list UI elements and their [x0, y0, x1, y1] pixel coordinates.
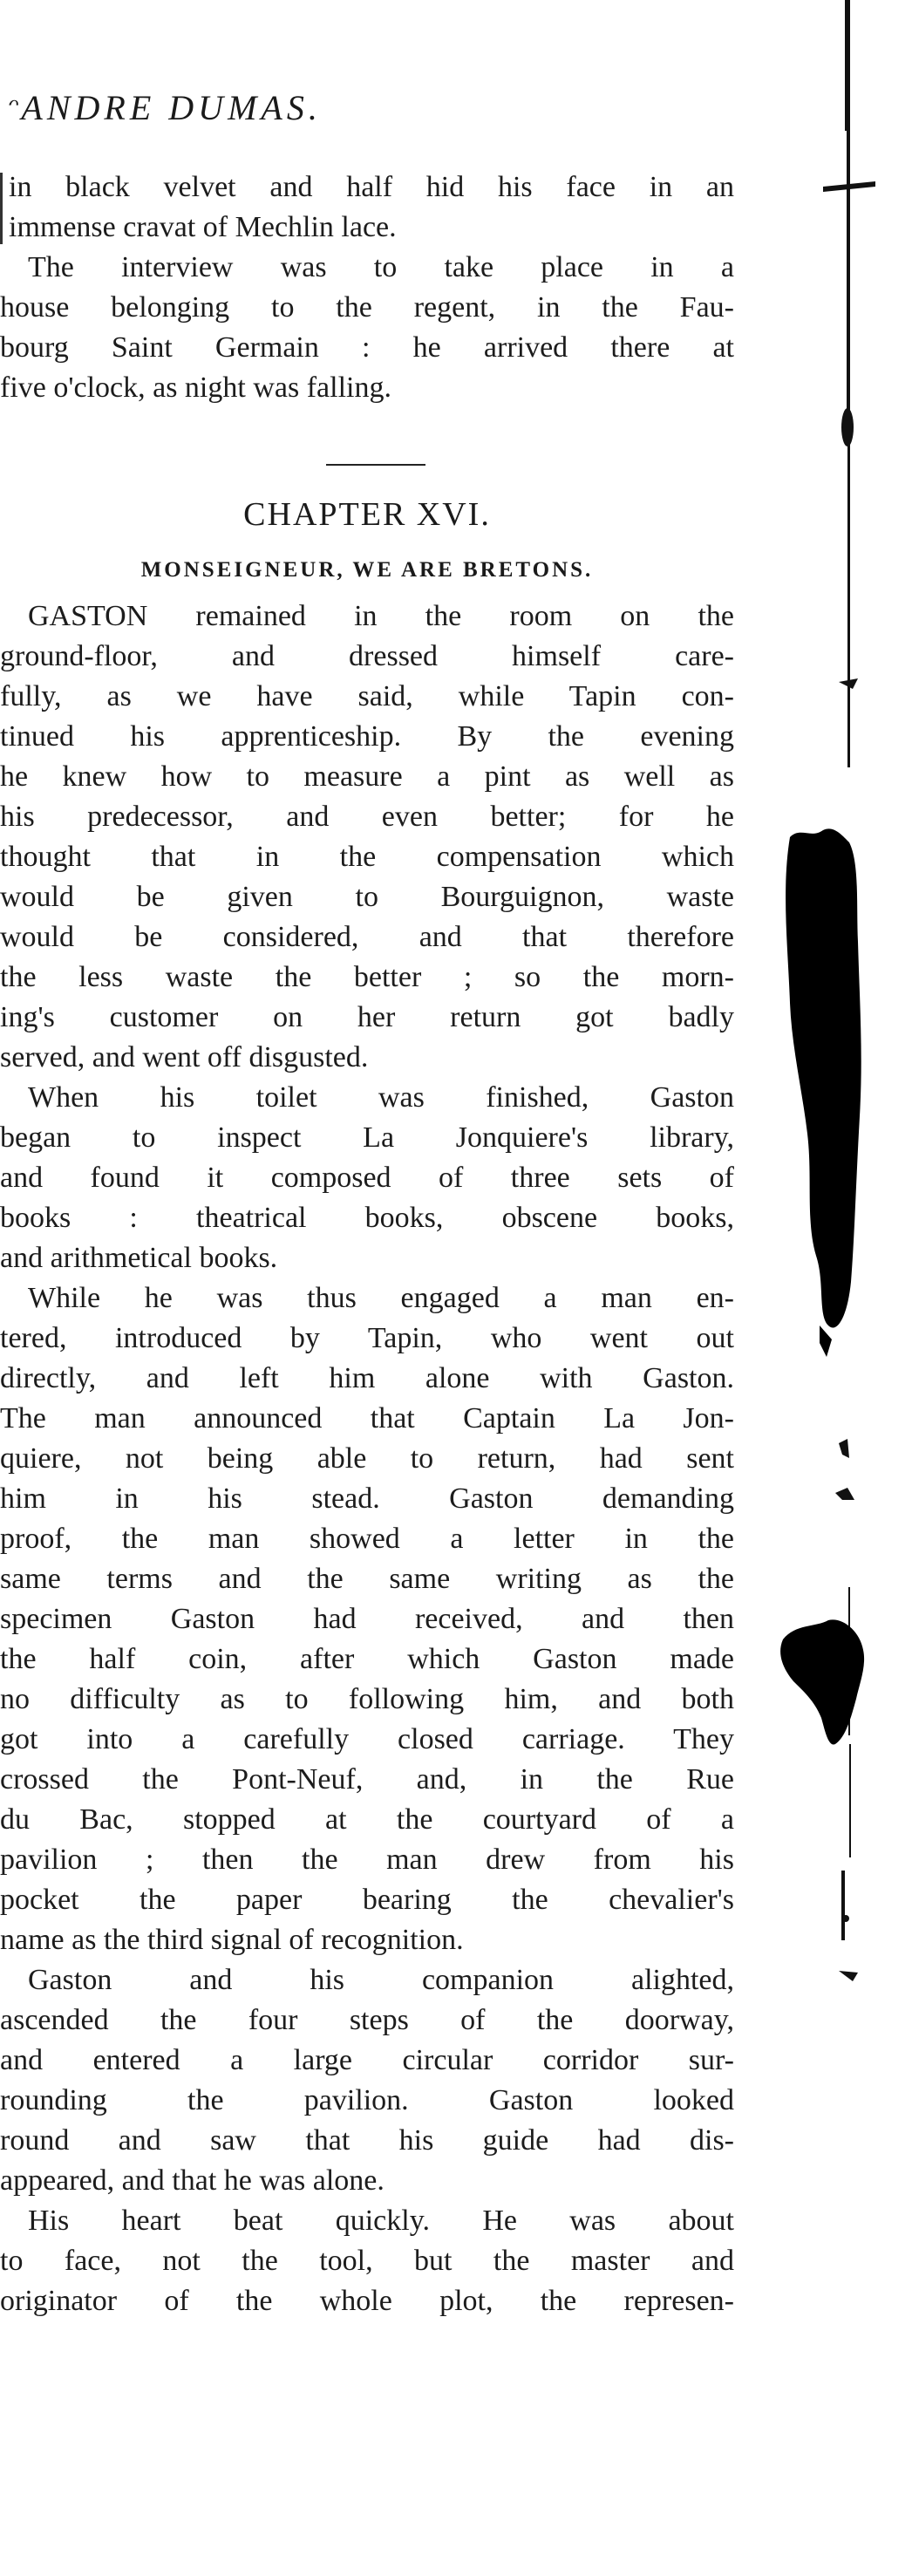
text-line: no difficulty as to following him, and both [0, 1683, 734, 1715]
text-line: house belonging to the regent, in the Fau- [0, 291, 734, 324]
text-line: GASTON remained in the room on the [28, 600, 734, 632]
text-line: pocket the paper bearing the chevalier's [0, 1884, 734, 1916]
text-line: directly, and left him alone with Gaston. [0, 1362, 734, 1394]
text-line: du Bac, stopped at the courtyard of a [0, 1803, 734, 1836]
text-line: to face, not the tool, but the master and [0, 2245, 734, 2277]
text-line: same terms and the same writing as the [0, 1563, 734, 1595]
section-divider [326, 464, 425, 466]
text-line: specimen Gaston had received, and then [0, 1603, 734, 1635]
text-line: tered, introduced by Tapin, who went out [0, 1322, 734, 1354]
text-line: books : theatrical books, obscene books, [0, 1202, 734, 1234]
text-line: five o'clock, as night was falling. [0, 371, 391, 404]
text-line: the less waste the better ; so the morn- [0, 961, 734, 993]
text-line: immense cravat of Mechlin lace. [9, 211, 397, 243]
ink-blot-large [786, 828, 861, 1357]
text-line: ground-floor, and dressed himself care- [0, 640, 734, 672]
text-line: crossed the Pont-Neuf, and, in the Rue [0, 1763, 734, 1796]
text-line: and entered a large circular corridor sur- [0, 2044, 734, 2076]
text-line: pavilion ; then the man drew from his [0, 1843, 734, 1876]
text-line: in black velvet and half hid his face in an [9, 171, 734, 203]
intro-paragraphs [0, 167, 734, 408]
chapter-body [0, 596, 734, 2321]
text-line: thought that in the compensation which [0, 841, 734, 873]
text-line: and arithmetical books. [0, 1242, 278, 1274]
text-line: him in his stead. Gaston demanding [0, 1482, 734, 1515]
text-line: fully, as we have said, while Tapin con- [0, 680, 734, 712]
chapter-subtitle: MONSEIGNEUR, WE ARE BRETONS. [140, 558, 594, 582]
text-line: rounding the pavilion. Gaston looked [0, 2084, 734, 2116]
text-line: quiere, not being able to return, had sent [0, 1442, 734, 1475]
text-line: tinued his apprenticeship. By the evening [0, 720, 734, 753]
text-line: and found it composed of three sets of [0, 1162, 734, 1194]
text-line: got into a carefully closed carriage. They [0, 1723, 734, 1755]
text-line: When his toilet was finished, Gaston [28, 1081, 734, 1114]
text-line: While he was thus engaged a man en- [28, 1282, 734, 1314]
text-line: round and saw that his guide had dis- [0, 2124, 734, 2157]
chapter-title: CHAPTER XVI. [243, 496, 491, 533]
text-line: would be given to Bourguignon, waste [0, 881, 734, 913]
text-line: bourg Saint Germain : he arrived there at [0, 331, 734, 364]
gutter-binding-line [823, 0, 875, 1981]
text-line: ascended the four steps of the doorway, [0, 2004, 734, 2036]
text-line: he knew how to measure a pint as well as [0, 760, 734, 793]
text-line: ing's customer on her return got badly [0, 1001, 734, 1033]
text-line: name as the third signal of recognition. [0, 1924, 464, 1956]
text-line: originator of the whole plot, the represen- [0, 2285, 734, 2317]
text-line: served, and went off disgusted. [0, 1041, 369, 1073]
text-line: appeared, and that he was alone. [0, 2164, 385, 2197]
text-line: proof, the man showed a letter in the [0, 1523, 734, 1555]
text-line: His heart beat quickly. He was about [28, 2205, 734, 2237]
text-line: The man announced that Captain La Jon- [0, 1402, 734, 1435]
text-line: would be considered, and that therefore [0, 921, 734, 953]
running-head: ᵔANDRE DUMAS. [7, 88, 322, 127]
text-line: his predecessor, and even better; for he [0, 801, 734, 833]
ink-blot-small [780, 1619, 864, 1744]
text-line: the half coin, after which Gaston made [0, 1643, 734, 1675]
text-line: Gaston and his companion alighted, [28, 1964, 734, 1996]
text-line: began to inspect La Jonquiere's library, [0, 1121, 734, 1154]
text-line: The interview was to take place in a [28, 251, 734, 283]
